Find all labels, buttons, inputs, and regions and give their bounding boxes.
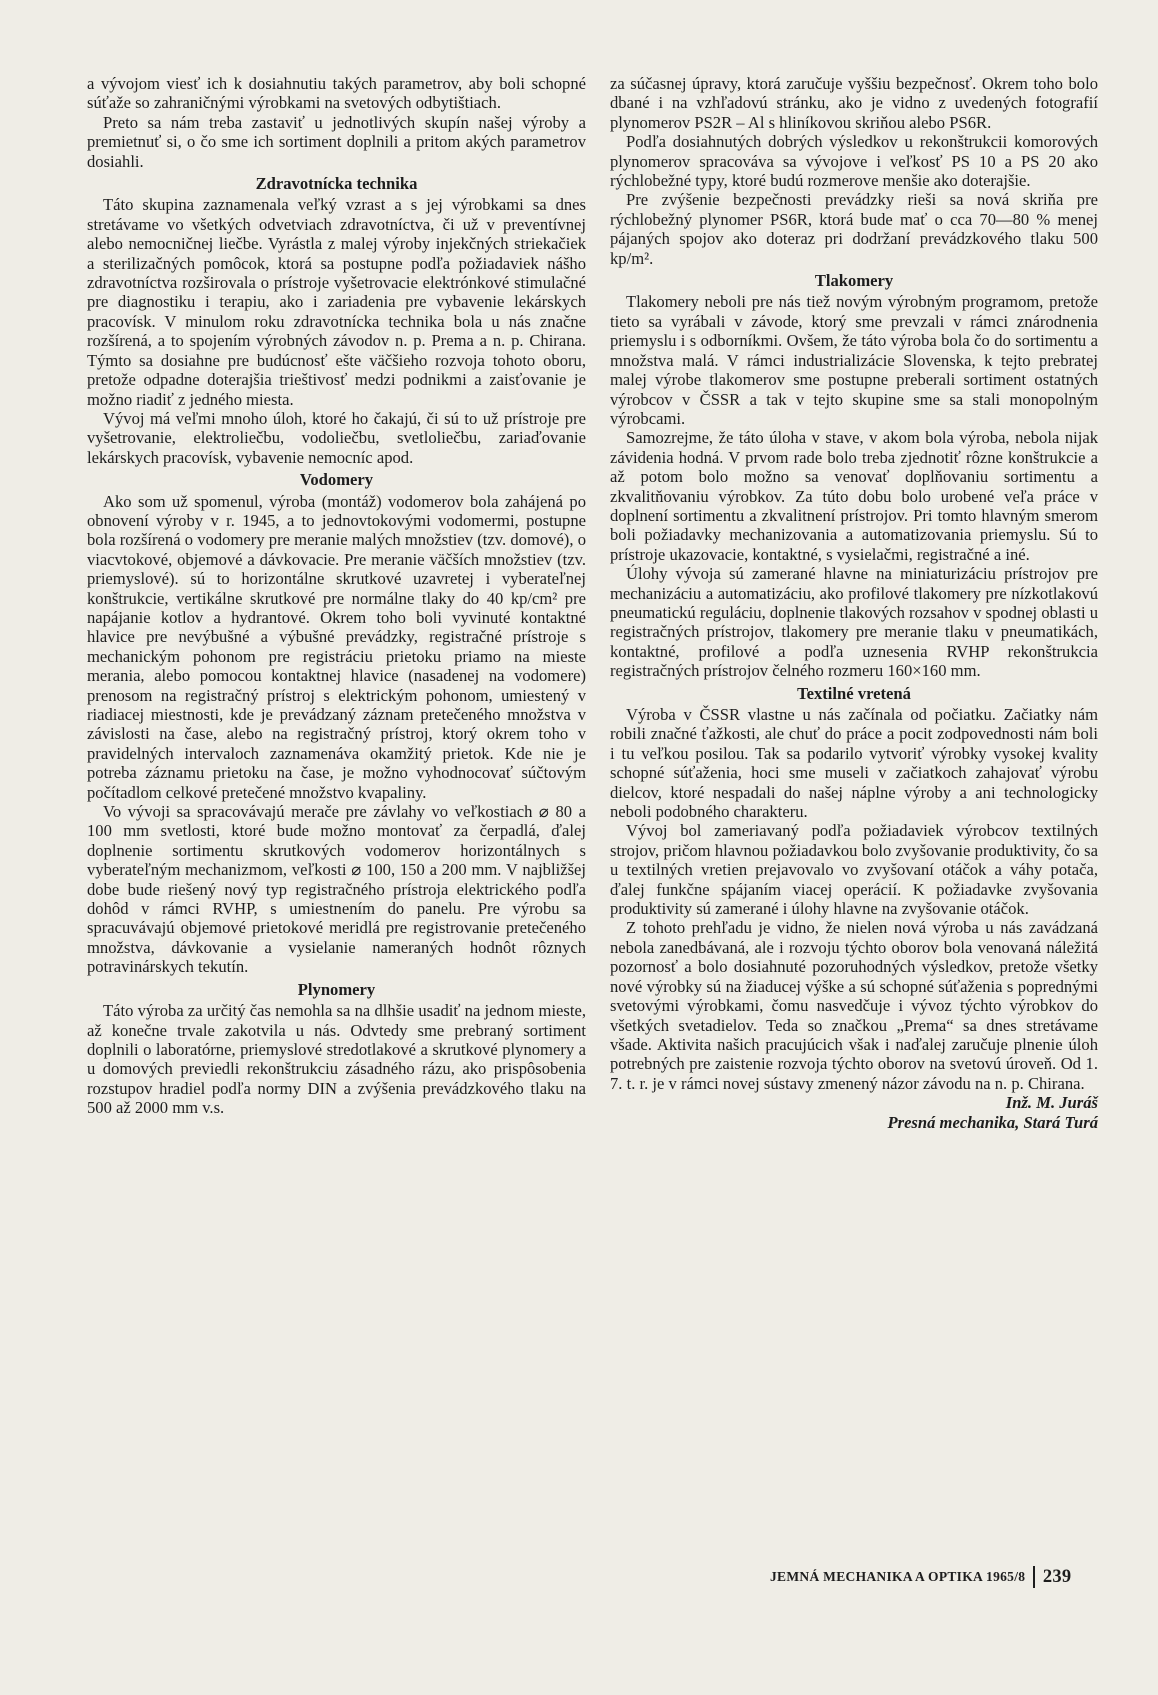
paragraph: Táto skupina zaznamenala veľký vzrast a s jej výrobkami sa dnes stretávame vo všetkých odvetviach zdravotníctva, či už v preventívnej alebo nemocničnej liečbe. Vyrástla z malej výroby injekčných striekačiek a sterilizačných pomôcok, ktorá sa postupne podľa požiadaviek nášho zdravotníctva rozširovala o prístroje vyšetrovacie elektrónkové stimulačné pre diagnostiku i terapiu, ako i zariadenia pre vybavenie lekárskych pracovísk. V minulom roku zdravotnícka technika bola u nás značne rozšírená, a to spojením výrobných závodov n. p. Prema a n. p. Chirana. Týmto sa dosiahne pre budúcnosť ešte väčšieho rozvoja tohoto oboru, pretože odpadne doterajšia trieštivosť medzi podnikmi a zaisťovanie je možno riadiť z jedného miesta. — [87, 195, 586, 409]
paragraph: Vývoj má veľmi mnoho úloh, ktoré ho čakajú, či sú to už prístroje pre vyšetrovanie, elektroliečbu, vodoliečbu, svetloliečbu, zariaďovanie lekárskych pracovísk, vybavenie nemocníc apod. — [87, 408, 586, 467]
paragraph: Vývoj bol zameriavaný podľa požiadaviek výrobcov textilných strojov, pričom hlavnou požiadavkou bolo zvyšovanie produktivity, čo sa u textilných vretien prejavovalo vo zvyšovaní otáčok a váhy potača, ďalej funkčne spájaním viacej operácií. K požiadavke zvyšovania produktivity sú zamerané i úlohy hlavne na zvyšovanie otáčok. — [610, 821, 1098, 919]
section-heading-plynomery: Plynomery — [297, 979, 376, 999]
paragraph: Z tohoto prehľadu je vidno, že nielen nová výroba u nás zavádzaná nebola zanedbávaná, ale i rozvoju týchto oborov bola venovaná náležitá pozornosť a bolo dosiahnuté pozoruhodných výsledkov, pretože všetky nové výrobky sú na žiaducej výške a sú schopné súťaženia s poprednými svetovými výrobkami, čomu nasvedčuje i vývoz týchto výrobkov do všetkých svetadielov. Teda so značkou „Prema“ sa dnes stretávame všade. Aktivita našich pracujúcich však i naďalej zaručuje plnenie úloh potrebných pre zaistenie rozvoja týchto oborov na svetovú úroveň. Od 1. 7. t. r. je v rámci novej sústavy zmenený názor závodu na n. p. Chirana. — [610, 918, 1098, 1093]
paragraph: Pre zvýšenie bezpečnosti prevádzky rieši sa nová skriňa pre rýchlobežný plynomer PS6R, ktorá bude mať o cca 70—80 % menej pájaných spojov ako doteraz pri dodržaní prevádzkového tlaku 500 kp/m². — [610, 190, 1098, 268]
section-heading-vodomery: Vodomery — [299, 470, 374, 490]
author-name: Inž. M. Juráš — [1005, 1093, 1098, 1113]
paragraph: Podľa dosiahnutých dobrých výsledkov u rekonštrukcii komorových plynomerov spracováva sa vývojove i veľkosť PS 10 a PS 20 ako rýchlobežné typy, ktoré budú rozmerove menšie ako doterajšie. — [610, 132, 1098, 191]
right-column — [610, 74, 1098, 1132]
section-heading-tlakomery: Tlakomery — [814, 271, 894, 291]
author-affiliation-line — [610, 1113, 1098, 1132]
page-footer — [770, 1566, 1071, 1588]
paragraph: Táto výroba za určitý čas nemohla sa na dlhšie usadiť na jednom mieste, až konečne trvale zakotvila u nás. Odvtedy sme prebraný sortiment doplnili o laboratórne, priemyslové stredotlakové a skrutkové plynomery a u domových previedli rekonštrukciu zásadného rázu, ako prispôsobenia rozstupov hradiel podľa normy DIN a zvýšenia prevádzkového tlaku na 500 až 2000 mm v.s. — [87, 1001, 586, 1118]
section-heading-textilne: Textilné vretená — [797, 683, 911, 703]
paragraph: Preto sa nám treba zastaviť u jednotlivých skupín našej výroby a premietnuť si, o čo sme ich sortiment doplnili a pritom akých parametrov dosiahli. — [87, 112, 586, 171]
paragraph: Úlohy vývoja sú zamerané hlavne na miniaturizáciu prístrojov pre mechanizáciu a automatizáciu, ako profilové tlakomery pre nízkotlakovú pneumatickú reguláciu, doplnenie tlakových rozsahov v spodnej oblasti u registračných prístrojov, tlakomery pre meranie tlaku v pneumatikách, kontaktné, profilové a podľa uznesenia RVHP rekonštrukcia registračných prístrojov čelného rozmeru 160×160 mm. — [610, 564, 1099, 681]
author-signature — [610, 1093, 1098, 1112]
paragraph: Tlakomery neboli pre nás tiež novým výrobným programom, pretože tieto sa vyrábali v závode, ktorý sme prevzali v rámci znárodnenia priemyslu i s odborníkmi. Ovšem, že táto výroba bola čo do sortimentu a množstva malá. V rámci industrializácie Slovenska, k tejto prebratej malej výrobe tlakomerov sme postupne preberali sortiment ostatných výrobcov v ČSSR a tak v tejto skupine sme sa stali monopolným výrobcami. — [610, 292, 1098, 428]
paragraph: a vývojom viesť ich k dosiahnutiu takých parametrov, aby boli schopné súťaže so zahraničnými výrobkami na svetových odbytištiach. — [87, 74, 586, 113]
footer-divider — [1033, 1566, 1035, 1588]
section-heading-zdravotnicka: Zdravotnícka technika — [255, 174, 418, 194]
paragraph: Ako som už spomenul, výroba (montáž) vodomerov bola zahájená po obnovení výroby v r. 1945, a to jednovtokovými vodomermi, postupne bola rozšírená o vodomery pre meranie malých množstiev (tzv. domové), o viacvtokové, objemové a dávkovacie. Pre meranie väčších množstiev (tzv. priemyslové). sú to horizontálne skrutkové uzavretej i vyberateľnej konštrukcie, vertikálne skrutkové pre normálne tlaky do 40 kp/cm² pre napájanie kotlov a hydrantové. Okrem toho boli vyvinuté kontaktné hlavice pre nevýbušné a výbušné prevádzky, registračné prístroje s mechanickým pohonom pre registráciu prietoku priamo na mieste merania, alebo pomocou kontaktnej hlavice (nasadenej na vodomere) prenosom na registračný prístroj s elektrickým pohonom, umiestený v riadiacej miestnosti, kde je prevádzaný záznam pretečeného množstva v závislosti na čase, alebo na registračný prístroj, ktorý okrem toho v pravidelných intervaloch zaznamenáva okamžitý prietok. Kde nie je potreba záznamu prietoku na čase, je možno vyhodnocovať súčtovým počítadlom celkové pretečené množstvo kvapaliny. — [87, 491, 586, 802]
paragraph: Výroba v ČSSR vlastne u nás začínala od počiatku. Začiatky nám robili značné ťažkosti, ale chuť do práce a pocit zodpovednosti nám boli i tu veľkou posilou. Tak sa podarilo vytvoriť výrobky vysokej kvality schopné súťaženia, hoci sme museli v začiatkoch zahajovať výrobu dielcov, ktoré nespadali do našej náplne výroby a ani technologicky neboli podobného charakteru. — [610, 705, 1098, 822]
left-column — [87, 74, 586, 1118]
paragraph: Samozrejme, že táto úloha v stave, v akom bola výroba, nebola nijak závidenia hodná. V prvom rade bolo treba zjednotiť rôzne konštrukcie a až potom bolo možno sa venovať doplňovaniu sortimentu a zkvalitňovaniu výrobkov. Za túto dobu bolo urobené veľa práce v doplnení sortimentu a zkvalitnení prístrojov. Pri tomto hlavným smerom boli požiadavky mechanizovania a automatizovania priemyslu. Sú to prístroje ukazovacie, kontaktné, s vysielačmi, registračné a iné. — [610, 428, 1098, 564]
page-number: 239 — [1042, 1566, 1072, 1587]
paragraph: za súčasnej úpravy, ktorá zaručuje vyššiu bezpečnosť. Okrem toho bolo dbané i na vzhľadovú stránku, ako je vidno z uvedených fotografií plynomerov PS2R – Al s hliníkovou skriňou alebo PS6R. — [610, 74, 1098, 132]
paragraph: Vo vývoji sa spracovávajú merače pre závlahy vo veľkostiach ⌀ 80 a 100 mm svetlosti, ktoré bude možno montovať za čerpadlá, ďalej doplnenie sortimentu skrutkových vodomerov horizontálnych s vyberateľným mechanizmom, veľkosti ⌀ 100, 150 a 200 mm. V najbližšej dobe bude riešený nový typ registračného prístroja elektrického podľa dohôd v rámci RVHP, s umiestnením do panelu. Pre výrobu sa spracuvávajú objemové prietokové meridlá pre registrovanie pretečeného množstva, dávkovanie a vysielanie nameraných hodnôt rôznych potravinárskych tekutín. — [87, 802, 586, 977]
author-affiliation: Presná mechanika, Stará Turá — [887, 1112, 1098, 1132]
journal-name: JEMNÁ MECHANIKA A OPTIKA 1965/8 — [770, 1569, 1026, 1584]
